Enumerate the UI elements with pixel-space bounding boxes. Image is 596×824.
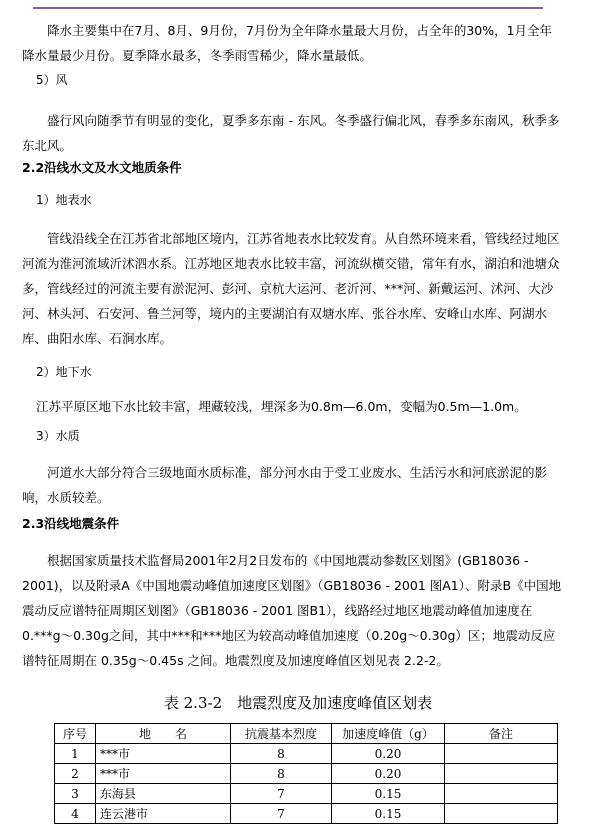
cell-acceleration: 0.15 <box>332 784 445 804</box>
cell-intensity: 7 <box>231 804 332 824</box>
header-intensity: 抗震基本烈度 <box>231 724 332 744</box>
water-quality-heading: 3）水质 <box>36 429 80 443</box>
cell-intensity: 7 <box>231 784 332 804</box>
header-acceleration: 加速度峰值（g） <box>332 724 445 744</box>
cell-acceleration: 0.15 <box>332 804 445 824</box>
paragraph-surface-water: 管线沿线全在江苏省北部地区境内，江苏省地表水比较发育。从自然环境来看，管线经过地区河流为淮河流域沂沭泗水系。江苏地区地表水比较丰富，河流纵横交错，常年有水，湖泊和池塘众多，管线经过的河流主要有淤泥河、彭河、京杭大运河、老沂河、***河、新戴运河、沭河、大沙河、林头河、石安河、鲁兰河等，境内的主要湖泊有双塘水库、张谷水库、安峰山水库、阿湖水库、曲阳水库、石涧水库。 <box>22 231 560 346</box>
cell-index: 2 <box>55 764 96 784</box>
cell-place: ***市 <box>96 744 231 764</box>
header-index: 序号 <box>55 724 96 744</box>
cell-acceleration: 0.20 <box>332 744 445 764</box>
table-header-row <box>55 724 558 744</box>
table-row <box>55 764 558 784</box>
groundwater-heading: 2）地下水 <box>36 365 92 379</box>
cell-remarks <box>445 804 558 824</box>
cell-index: 4 <box>55 804 96 824</box>
section-heading-seismic: 2.3沿线地震条件 <box>22 516 120 531</box>
paragraph-wind: 盛行风向随季节有明显的变化，夏季多东南 - 东风。冬季盛行偏北风，春季多东南风，秋季多东北风。 <box>22 113 560 153</box>
seismic-table <box>54 723 558 824</box>
wind-heading: 5）风 <box>36 73 68 87</box>
header-rule <box>33 7 543 9</box>
cell-remarks <box>445 764 558 784</box>
cell-acceleration: 0.20 <box>332 764 445 784</box>
header-place: 地 名 <box>96 724 231 744</box>
section-heading-hydrology: 2.2沿线水文及水文地质条件 <box>22 160 182 175</box>
cell-place: ***市 <box>96 764 231 784</box>
cell-remarks <box>445 784 558 804</box>
table-row <box>55 784 558 804</box>
table-row <box>55 744 558 764</box>
paragraph-groundwater: 江苏平原区地下水比较丰富，埋藏较浅，埋深多为0.8m—6.0m，变幅为0.5m—1.0m。 <box>36 399 527 414</box>
cell-intensity: 8 <box>231 764 332 784</box>
paragraph-precipitation: 降水主要集中在7月、8月、9月份，7月份为全年降水量最大月份，占全年的30%，1月全年降水量最少月份。夏季降水最多，冬季雨雪稀少，降水量最低。 <box>22 23 553 63</box>
table-caption: 表 2.3-2 地震烈度及加速度峰值区划表 <box>163 694 433 712</box>
header-remarks: 备注 <box>445 724 558 744</box>
surface-water-heading: 1）地表水 <box>36 193 92 207</box>
table-row <box>55 804 558 824</box>
cell-place: 连云港市 <box>96 804 231 824</box>
paragraph-seismic: 根据国家质量技术监督局2001年2月2日发布的《中国地震动参数区划图》(GB18036 - 2001)，以及附录A《中国地震动峰值加速度区划图》（GB18036 - 2001 图A1）、附录B《中国地震动反应谱特征周期区划图》（GB18036 - 2001 图B1），线路经过地区地震动峰值加速度在 0.***g～0.30g之间，其中***和***地区为较高动峰值加速度（0.20g～0.30g）区；地震动反应谱特征周期在 0.35g～0.45s 之间。地震烈度及加速度峰值区划见表 2.2-2。 <box>22 553 562 668</box>
cell-index: 1 <box>55 744 96 764</box>
cell-place: 东海县 <box>96 784 231 804</box>
paragraph-water-quality: 河道水大部分符合三级地面水质标准，部分河水由于受工业废水、生活污水和河底淤泥的影响，水质较差。 <box>22 465 548 505</box>
cell-intensity: 8 <box>231 744 332 764</box>
cell-remarks <box>445 744 558 764</box>
cell-index: 3 <box>55 784 96 804</box>
